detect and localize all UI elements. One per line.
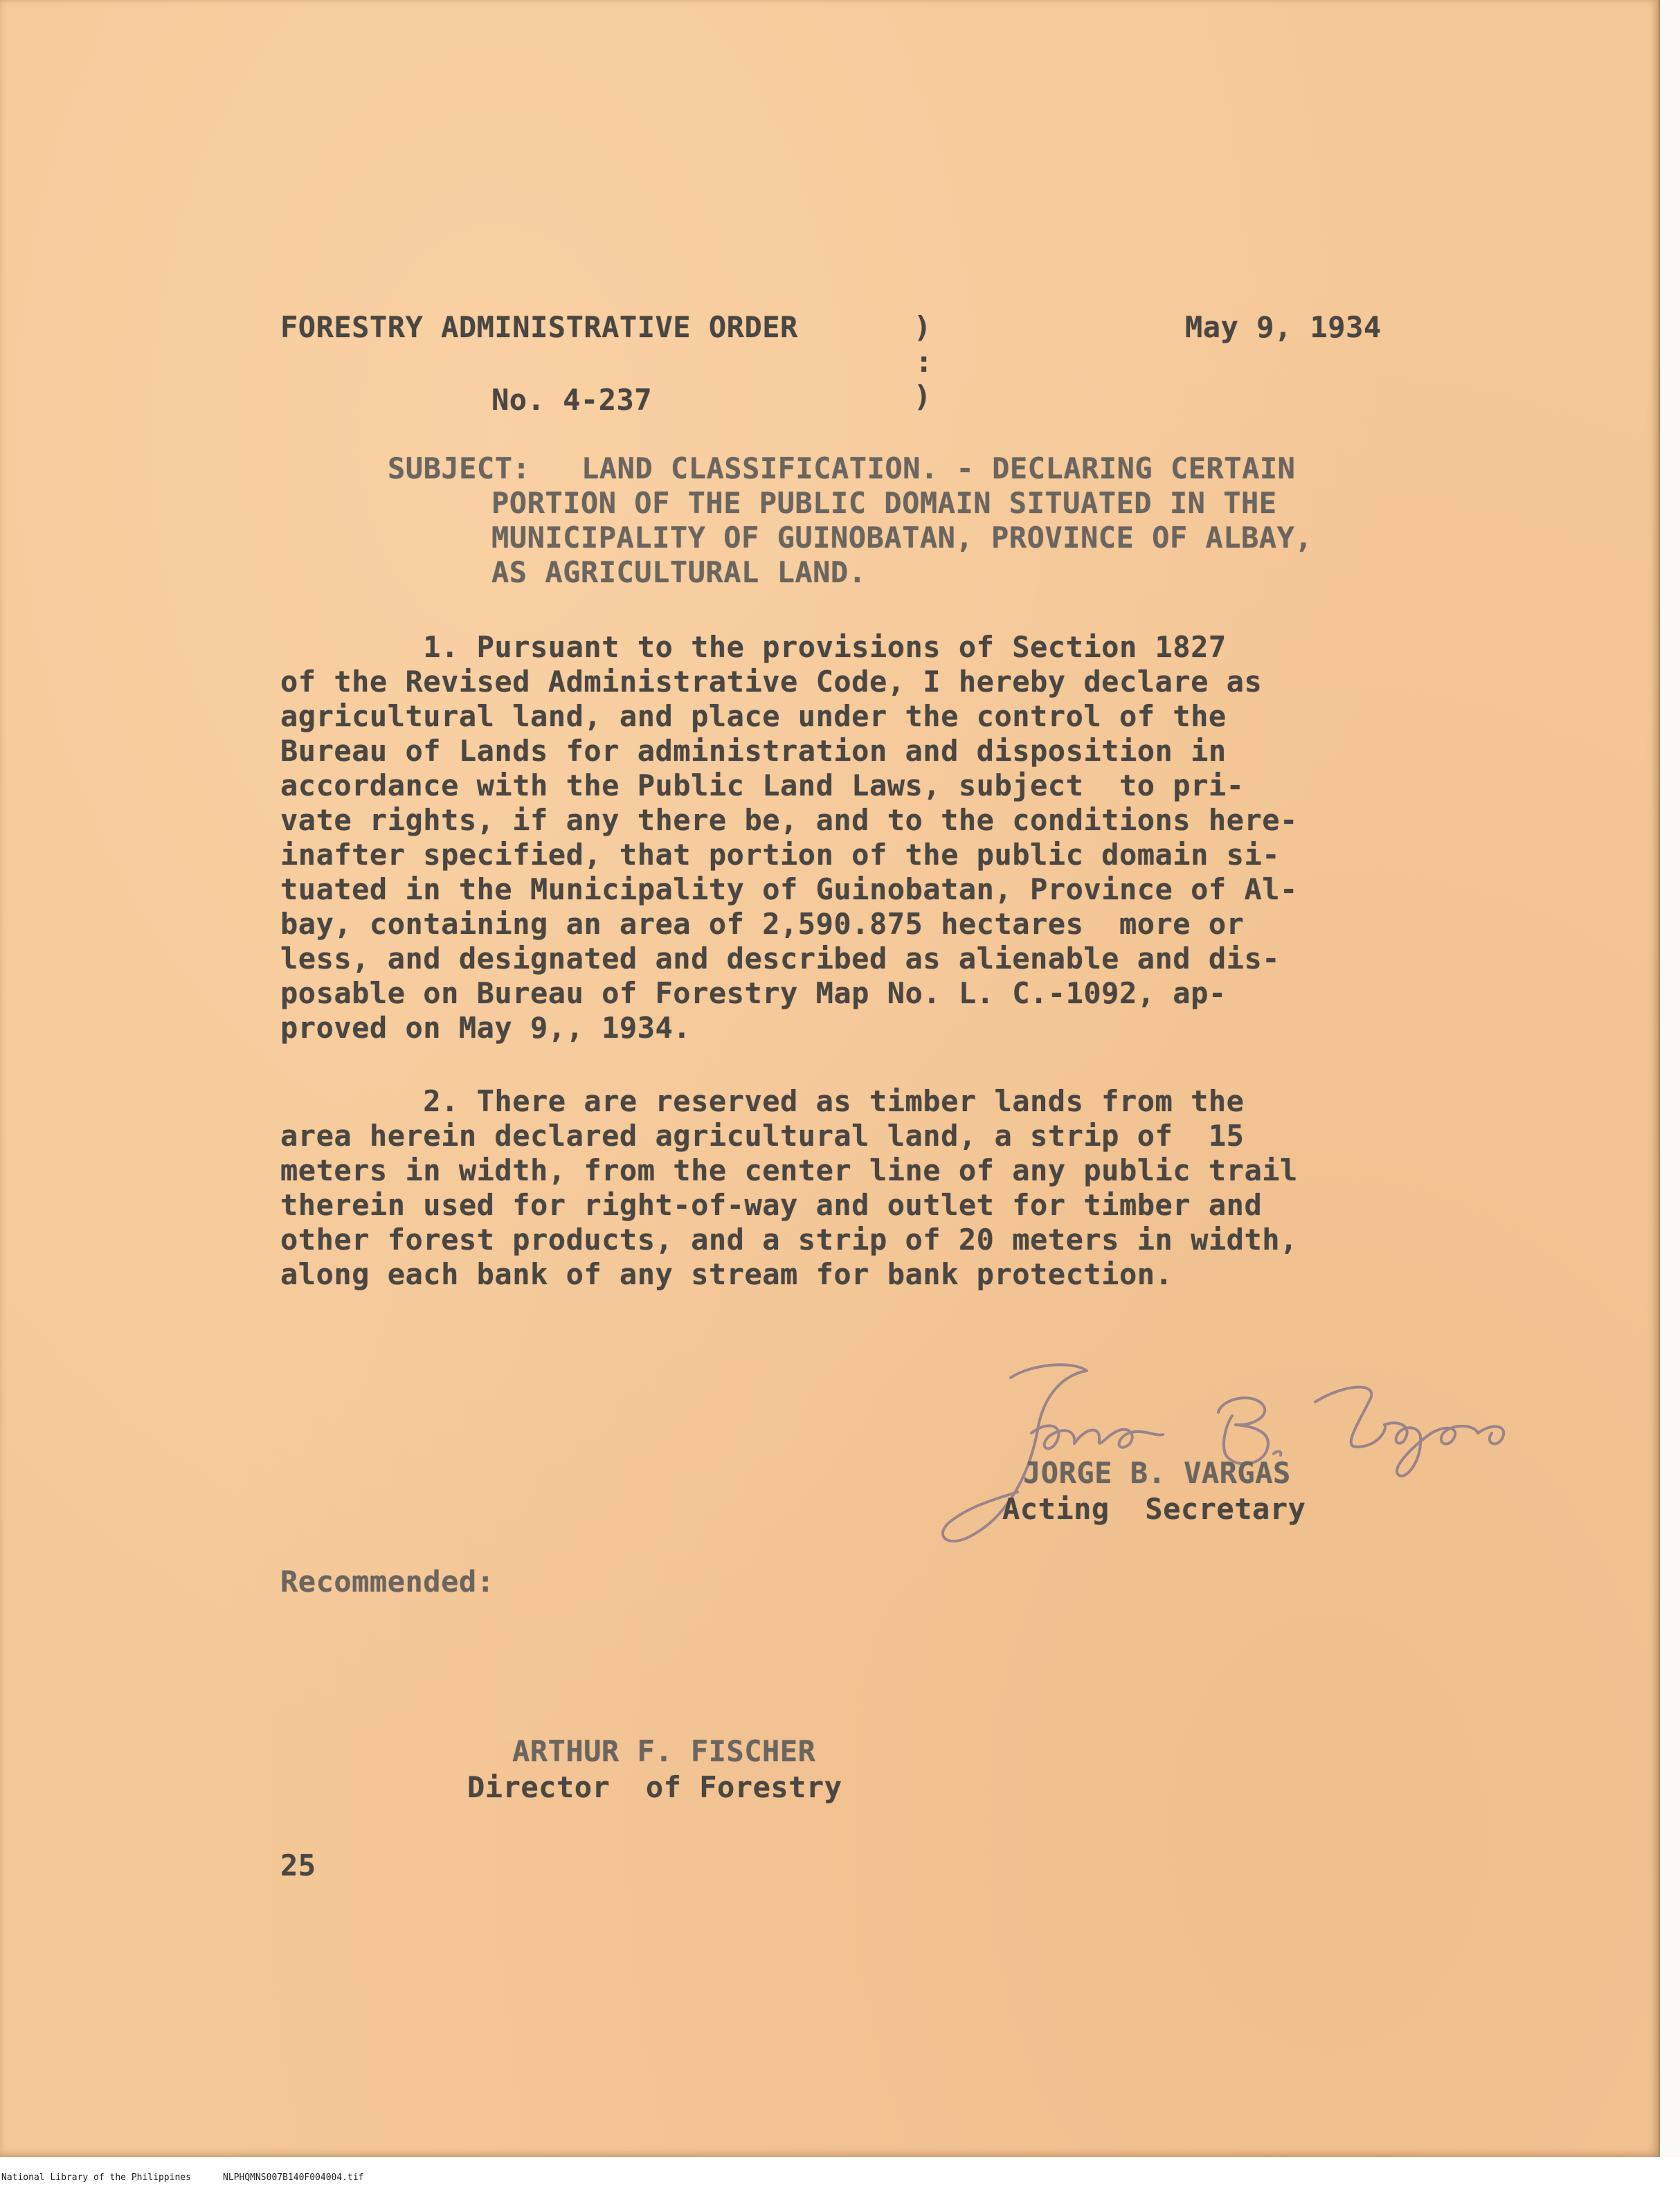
paragraph-1-line: less, and designated and described as alienable and dis- bbox=[280, 942, 1281, 975]
order-date: May 9, 1934 bbox=[1185, 310, 1382, 344]
order-number: No. 4-237 bbox=[491, 383, 653, 417]
bracket-bottom: ) bbox=[914, 379, 932, 413]
paragraph-1-line: 1. Pursuant to the provisions of Section 1827 bbox=[280, 630, 1227, 664]
scan-footer bbox=[0, 2167, 1680, 2187]
bracket-colon: : bbox=[915, 345, 933, 379]
footer-library: National Library of the Philippines bbox=[1, 2172, 191, 2183]
signatory-title: Acting Secretary bbox=[1002, 1492, 1306, 1526]
paragraph-2-line: along each bank of any stream for bank protection. bbox=[280, 1257, 1173, 1291]
bracket-top: ) bbox=[914, 310, 932, 344]
subject-line: PORTION OF THE PUBLIC DOMAIN SITUATED IN THE bbox=[491, 486, 1277, 520]
paragraph-2-line: therein used for right-of-way and outlet for timber and bbox=[280, 1188, 1263, 1222]
paragraph-1-line: agricultural land, and place under the control of the bbox=[280, 699, 1227, 733]
paragraph-1-line: accordance with the Public Land Laws, subject to pri- bbox=[280, 768, 1245, 802]
paragraph-1-line: inafter specified, that portion of the public domain si- bbox=[280, 838, 1281, 872]
signatory-name: JORGE B. VARGAS bbox=[1023, 1456, 1291, 1490]
page-edge bbox=[1659, 0, 1680, 2157]
paragraph-1-line: vate rights, if any there be, and to the conditions here- bbox=[280, 803, 1298, 837]
paragraph-1-line: Bureau of Lands for administration and disposition in bbox=[280, 734, 1227, 768]
paragraph-1-line: of the Revised Administrative Code, I hereby declare as bbox=[280, 665, 1263, 699]
subject-label: SUBJECT: bbox=[388, 451, 531, 485]
recommender-name: ARTHUR F. FISCHER bbox=[512, 1734, 816, 1768]
handwritten-signature bbox=[928, 1350, 1523, 1558]
footer-filename: NLPHQMNS007B140F004004.tif bbox=[223, 2172, 364, 2183]
subject-line: MUNICIPALITY OF GUINOBATAN, PROVINCE OF ALBAY, bbox=[491, 521, 1313, 555]
paragraph-1-line: tuated in the Municipality of Guinobatan, Province of Al- bbox=[280, 872, 1298, 906]
recommender-title: Director of Forestry bbox=[467, 1770, 842, 1804]
paragraph-2-line: other forest products, and a strip of 20 meters in width, bbox=[280, 1223, 1298, 1257]
paragraph-1-line: posable on Bureau of Forestry Map No. L. C.-1092, ap- bbox=[280, 976, 1227, 1010]
paragraph-2-line: meters in width, from the center line of any public trail bbox=[280, 1153, 1298, 1187]
recommended-label: Recommended: bbox=[280, 1565, 495, 1599]
paragraph-1-line: proved on May 9,, 1934. bbox=[280, 1011, 692, 1045]
paragraph-1-line: bay, containing an area of 2,590.875 hectares more or bbox=[280, 907, 1245, 941]
paragraph-2-line: area herein declared agricultural land, a strip of 15 bbox=[280, 1119, 1245, 1153]
subject-line: AS AGRICULTURAL LAND. bbox=[491, 555, 867, 589]
paragraph-2-line: 2. There are reserved as timber lands from the bbox=[280, 1084, 1245, 1118]
page-number: 25 bbox=[280, 1848, 316, 1882]
order-title: FORESTRY ADMINISTRATIVE ORDER bbox=[280, 310, 798, 344]
subject-line: LAND CLASSIFICATION. - DECLARING CERTAIN bbox=[581, 451, 1296, 485]
